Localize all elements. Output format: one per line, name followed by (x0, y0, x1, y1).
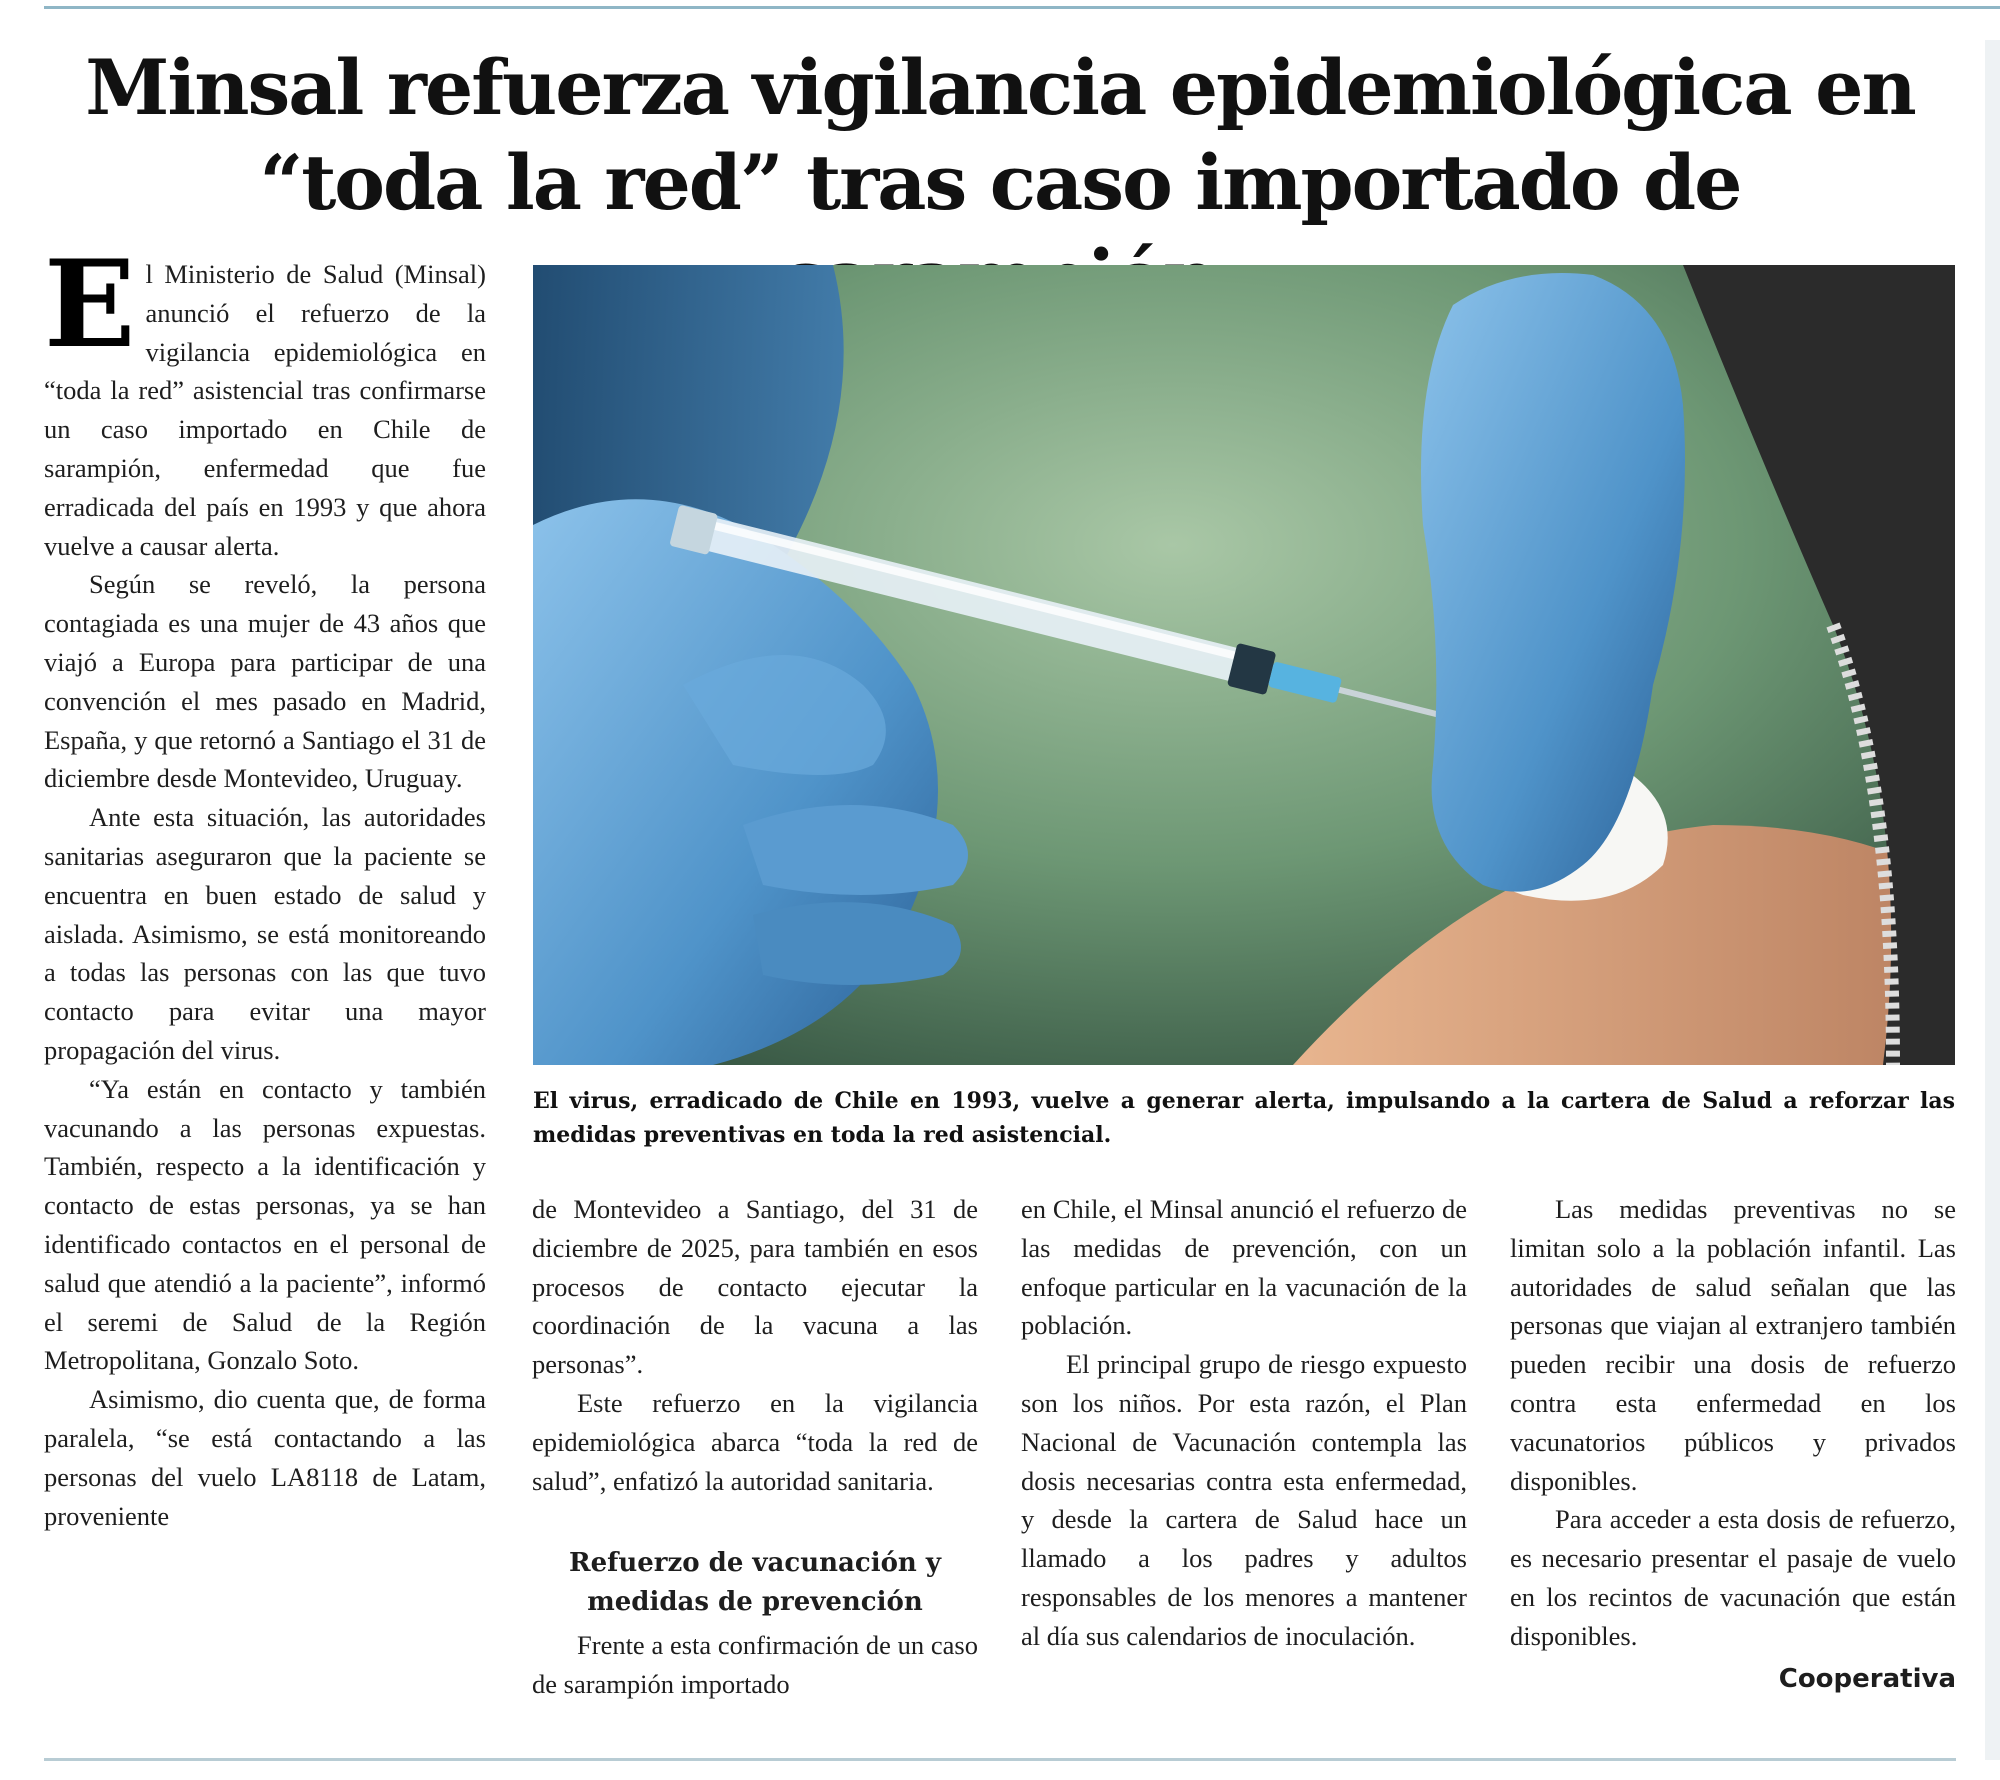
paragraph: “Ya están en contacto y también vacunando a las personas expuestas. También, respecto a la identificación y contacto de estas personas, ya se han identificado contactos en el personal de salud que atendió a la paciente”, informó el seremi de Salud de la Región Metropolitana, Gonzalo Soto. (44, 1073, 486, 1376)
article-column-2 (532, 1190, 978, 1704)
paragraph: Para acceder a esta dosis de refuerzo, es necesario presentar el pasaje de vuelo en los recintos de vacunación que están disponibles. (1510, 1504, 1956, 1651)
article-column-1 (44, 234, 486, 1535)
vaccination-photo-illustration (533, 265, 1955, 1065)
paragraph: Este refuerzo en la vigilancia epidemiológica abarca “toda la red de salud”, enfatizó la autoridad sanitaria. (532, 1387, 978, 1496)
section-subheading: Refuerzo de vacunación y medidas de prevención (569, 1548, 941, 1618)
paragraph: El principal grupo de riesgo expuesto son los niños. Por esta razón, el Plan Nacional de Vacunación contempla las dosis necesarias contra esta enfermedad, y desde la cartera de Salud hace un llamado a los padres y adultos responsables de los menores a mantener al día sus calendarios de inoculación. (1021, 1349, 1467, 1651)
article-photo (533, 265, 1955, 1065)
headline-line-2: “toda la red” tras caso importado de (259, 138, 1741, 227)
adjacent-page-edge (1985, 40, 2000, 1760)
lead-paragraph (44, 234, 486, 565)
drop-cap: E (44, 234, 136, 375)
paragraph: Asimismo, dio cuenta que, de forma paralela, “se está contactando a las personas del vuelo LA8118 de Latam, proveniente (44, 1384, 486, 1531)
paragraph: Ante esta situación, las autoridades sanitarias aseguraron que la paciente se encuentra en buen estado de salud y aislada. Asimismo, se está monitoreando a todas las personas con las que tuvo contacto para evitar una mayor propagación del virus. (44, 802, 486, 1065)
headline-line-1: Minsal refuerza vigilancia epidemiológica en (85, 43, 1915, 132)
top-rule (44, 6, 2000, 9)
paragraph: de Montevideo a Santiago, del 31 de diciembre de 2025, para también en esos procesos de contacto ejecutar la coordinación de la vacuna a las personas”. (532, 1194, 978, 1380)
paragraph-text: l Ministerio de Salud (Minsal) anunció el refuerzo de la vigilancia epidemiológica en “toda la red” asistencial tras confirmarse un caso importado en Chile de sarampión, enfermedad que fue erradicada del país en 1993 y que ahora vuelve a causar alerta. (44, 259, 486, 561)
paragraph: Según se reveló, la persona contagiada es una mujer de 43 años que viajó a Europa para participar de una convención el mes pasado en Madrid, España, y que retornó a Santiago el 31 de diciembre desde Montevideo, Uruguay. (44, 569, 486, 794)
source-credit: Cooperativa (1778, 1663, 1956, 1694)
paragraph: en Chile, el Minsal anunció el refuerzo de las medidas de prevención, con un enfoque particular en la vacunación de la población. (1021, 1194, 1467, 1341)
paragraph: Frente a esta confirmación de un caso de sarampión importado (532, 1630, 978, 1700)
photo-caption: El virus, erradicado de Chile en 1993, vuelve a generar alerta, impulsando a la cartera de Salud a reforzar las medidas preventivas en toda la red asistencial. (533, 1088, 1955, 1148)
paragraph: Las medidas preventivas no se limitan solo a la población infantil. Las autoridades de salud señalan que las personas que viajan al extranjero también pueden recibir una dosis de refuerzo contra esta enfermedad en los vacunatorios públicos y privados disponibles. (1510, 1194, 1956, 1496)
article-column-4 (1510, 1190, 1956, 1698)
bottom-rule (44, 1758, 1956, 1761)
article-column-3 (1021, 1190, 1467, 1656)
